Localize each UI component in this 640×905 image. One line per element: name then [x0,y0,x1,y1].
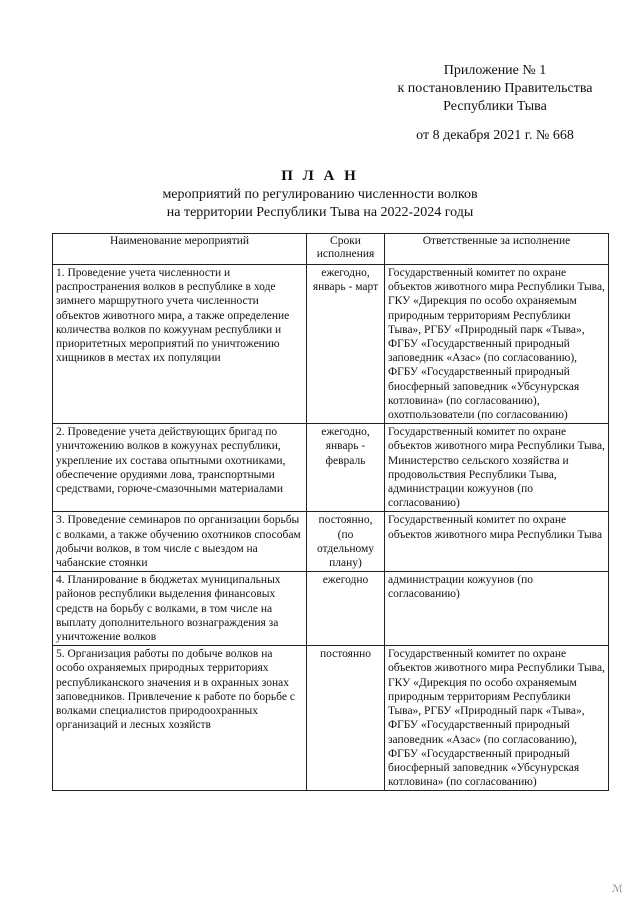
appendix-header [380,62,610,116]
measure-responsible: Государственный комитет по охране объектов животного мира Республики Тыва, ГКУ «Дирекция по особо охраняемым природным территориям Республики Тыва», РГБУ «Природный парк «Тыва», ФГБУ «Государственный природный заповедник «Азас» (по согласованию), ФГБУ «Государственный природный биосферный заповедник «Убсунурская котловина» (по согласованию), охотпользователи (по согласованию) [385,265,609,424]
page-mark: ℳ [612,884,623,895]
subtitle-line: мероприятий по регулированию численности волков [162,187,478,202]
header-term: Сроки исполнения [307,234,385,265]
table-row [53,265,609,424]
subtitle-line: на территории Республики Тыва на 2022-2024 годы [166,205,474,220]
measure-term: ежегодно, январь - февраль [307,424,385,512]
measures-table [52,233,609,791]
table-row [53,424,609,512]
table-row [53,646,609,791]
measure-responsible: Государственный комитет по охране объектов животного мира Республики Тыва, ГКУ «Дирекция по особо охраняемым природным территориям Республики Тыва», РГБУ «Природный парк «Тыва», ФГБУ «Государственный природный заповедник «Азас» (по согласованию), ФГБУ «Государственный природный биосферный заповедник «Убсунурская котловина» (по согласованию) [385,646,609,791]
table-row [53,512,609,572]
measure-responsible: администрации кожуунов (по согласованию) [385,572,609,646]
table-row [53,572,609,646]
appendix-line: Приложение № 1 [443,63,547,78]
decree-date: от 8 декабря 2021 г. № 668 [416,128,574,143]
measure-term: постоянно, (по отдельному плану) [307,512,385,572]
measure-name: 4. Планирование в бюджетах муниципальных районов республики выделения финансовых средств на борьбу с волками, в том числе на выплату дополнительного вознаграждения за уничтожение волков [53,572,307,646]
measure-name: 5. Организация работы по добыче волков на особо охраняемых природных территориях республиканского значения и в охранных зонах заповедников. Привлечение к работе по борьбе с волками специалистов природоохранных организаций и лесных хозяйств [53,646,307,791]
measure-term: постоянно [307,646,385,791]
measure-term: ежегодно [307,572,385,646]
table-header-row [53,234,609,265]
plan-subtitle [0,186,640,222]
measure-name: 1. Проведение учета численности и распространения волков в республике в ходе зимнего маршрутного учета численности объектов животного мира, а также определение количества волков по кожуунам республики и приоритетных мероприятий по уничтожению хищников в местах их популяции [53,265,307,424]
plan-title: П Л А Н [281,168,359,184]
appendix-line: Республики Тыва [443,99,547,114]
header-name: Наименование мероприятий [53,234,307,265]
measure-responsible: Государственный комитет по охране объектов животного мира Республики Тыва, Министерство сельского хозяйства и продовольствия Республики Тыва, администрации кожуунов (по согласованию) [385,424,609,512]
measure-name: 3. Проведение семинаров по организации борьбы с волками, а также обучению охотников способам добычи волков, в том числе с выездом на чабанские стоянки [53,512,307,572]
measure-responsible: Государственный комитет по охране объектов животного мира Республики Тыва [385,512,609,572]
appendix-line: к постановлению Правительства [397,81,593,96]
measure-name: 2. Проведение учета действующих бригад по уничтожению волков в кожуунах республики, укрепление их состава опытными охотниками, обеспечение орудиями лова, транспортными средствами, горюче-смазочными материалами [53,424,307,512]
measure-term: ежегодно, январь - март [307,265,385,424]
header-responsible: Ответственные за исполнение [385,234,609,265]
